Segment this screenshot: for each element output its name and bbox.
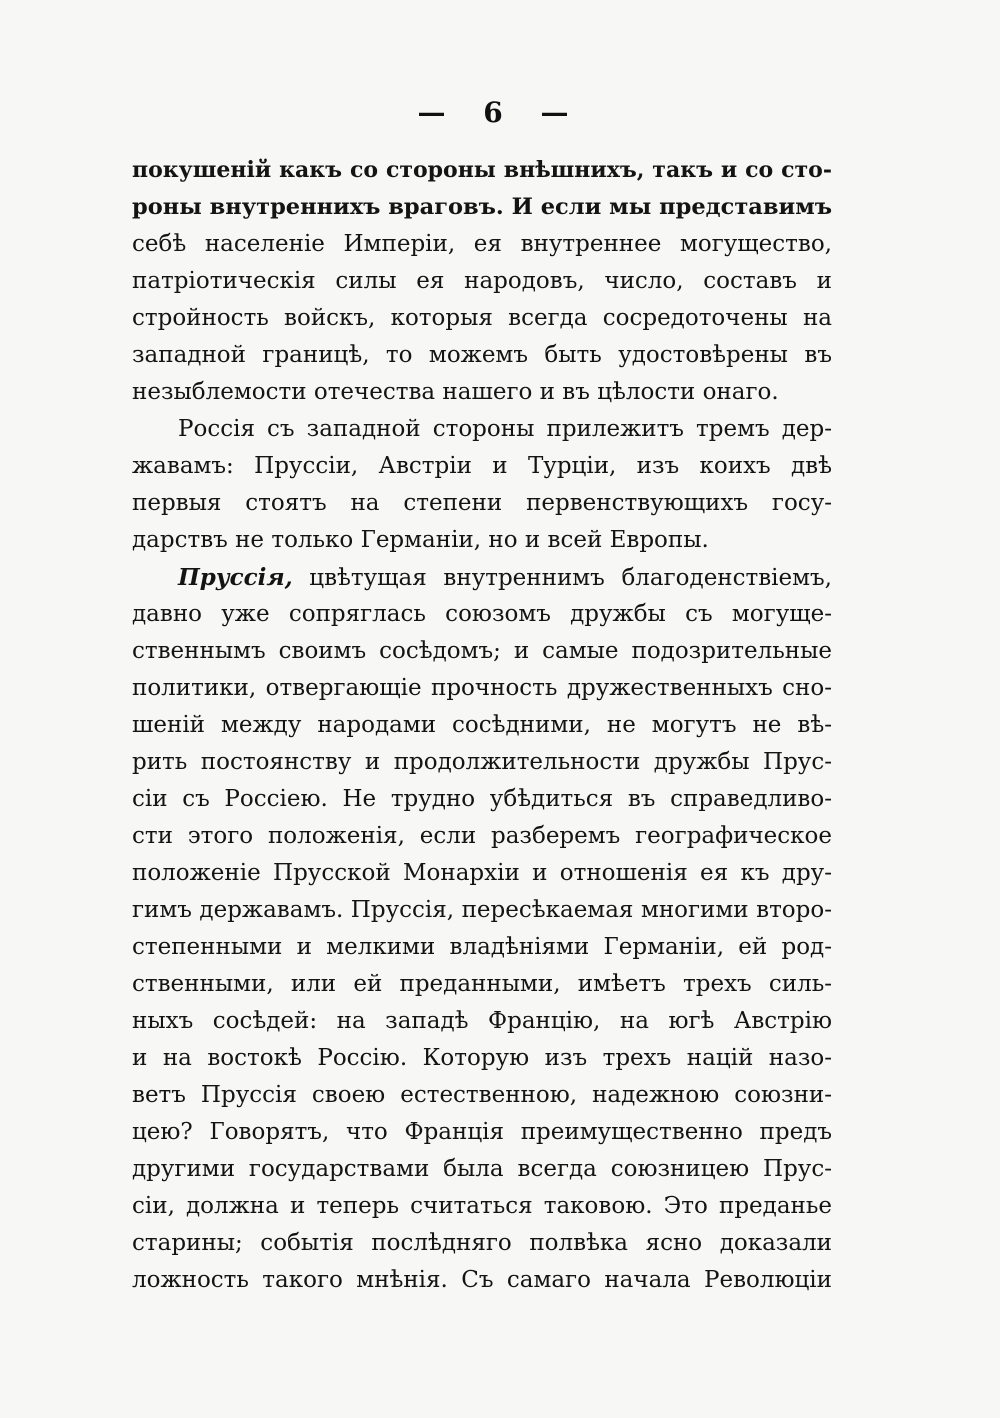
text-line: сiи съ Россiею. Не трудно убѣдиться въ справедливо-: [132, 786, 832, 812]
text-line: гимъ державамъ. Пруссiя, пересѣкаемая многими второ-: [132, 897, 832, 923]
text-line: рить постоянству и продолжительности дружбы Прус-: [132, 749, 832, 775]
text-line: роны внутреннихъ враговъ. И если мы представимъ: [132, 194, 832, 220]
text-line: давно уже сопряглась союзомъ дружбы съ могуще-: [132, 601, 832, 627]
text-line: стройность войскъ, которыя всегда сосредоточены на: [132, 305, 832, 331]
italic-lead-word: Пруссiя,: [178, 564, 293, 591]
text-line: ственными, или ей преданными, имѣетъ трехъ силь-: [132, 971, 832, 997]
text-line: жавамъ: Пруссiи, Австрiи и Турцiи, изъ коихъ двѣ: [132, 453, 832, 479]
text-line: политики, отвергающiе прочность дружественныхъ сно-: [132, 675, 832, 701]
text-line: западной границѣ, то можемъ быть удостовѣрены въ: [132, 342, 832, 368]
text-line: шенiй между народами сосѣдними, не могутъ не вѣ-: [132, 712, 832, 738]
text-line: сти этого положенiя, если разберемъ географическое: [132, 823, 832, 849]
text-line-rest: цвѣтущая внутреннимъ благоденствiемъ,: [309, 565, 832, 591]
text-line: степенными и мелкими владѣнiями Германiи, ей род-: [132, 934, 832, 960]
text-line: цею? Говорятъ, что Францiя преимущественно предъ: [132, 1119, 832, 1145]
text-line: дарствъ не только Германiи, но и всей Европы.: [132, 527, 709, 553]
text-line: и на востокѣ Россiю. Которую изъ трехъ нацiй назо-: [132, 1045, 832, 1071]
page-number: — 6 —: [417, 96, 583, 129]
text-line: первыя стоятъ на степени первенствующихъ госу-: [132, 490, 832, 516]
text-line: [132, 559, 832, 596]
text-line: себѣ населенiе Имперiи, ея внутреннее могущество,: [132, 231, 832, 257]
text-line: положенiе Прусской Монархiи и отношенiя ея къ дру-: [132, 860, 832, 886]
text-line: другими государствами была всегда союзницею Прус-: [132, 1156, 832, 1182]
text-line: ветъ Пруссiя своею естественною, надежною союзни-: [132, 1082, 832, 1108]
text-line: ственнымъ своимъ сосѣдомъ; и самые подозрительные: [132, 638, 832, 664]
body-text: [132, 152, 832, 1299]
text-line: ныхъ сосѣдей: на западѣ Францiю, на югѣ Австрiю: [132, 1008, 832, 1034]
text-line: покушенiй какъ со стороны внѣшнихъ, такъ и со сто-: [132, 157, 832, 183]
text-line: Россiя съ западной стороны прилежитъ тремъ дер-: [178, 416, 832, 442]
text-line: патрiотическiя силы ея народовъ, число, составъ и: [132, 268, 832, 294]
text-line: старины; событiя послѣдняго полвѣка ясно доказали: [132, 1230, 832, 1256]
text-line: незыблемости отечества нашего и въ цѣлости онаго.: [132, 379, 779, 405]
text-line: сiи, должна и теперь считаться таковою. Это преданье: [132, 1193, 832, 1219]
text-line: ложность такого мнѣнiя. Съ самаго начала Революцiи: [132, 1267, 832, 1293]
